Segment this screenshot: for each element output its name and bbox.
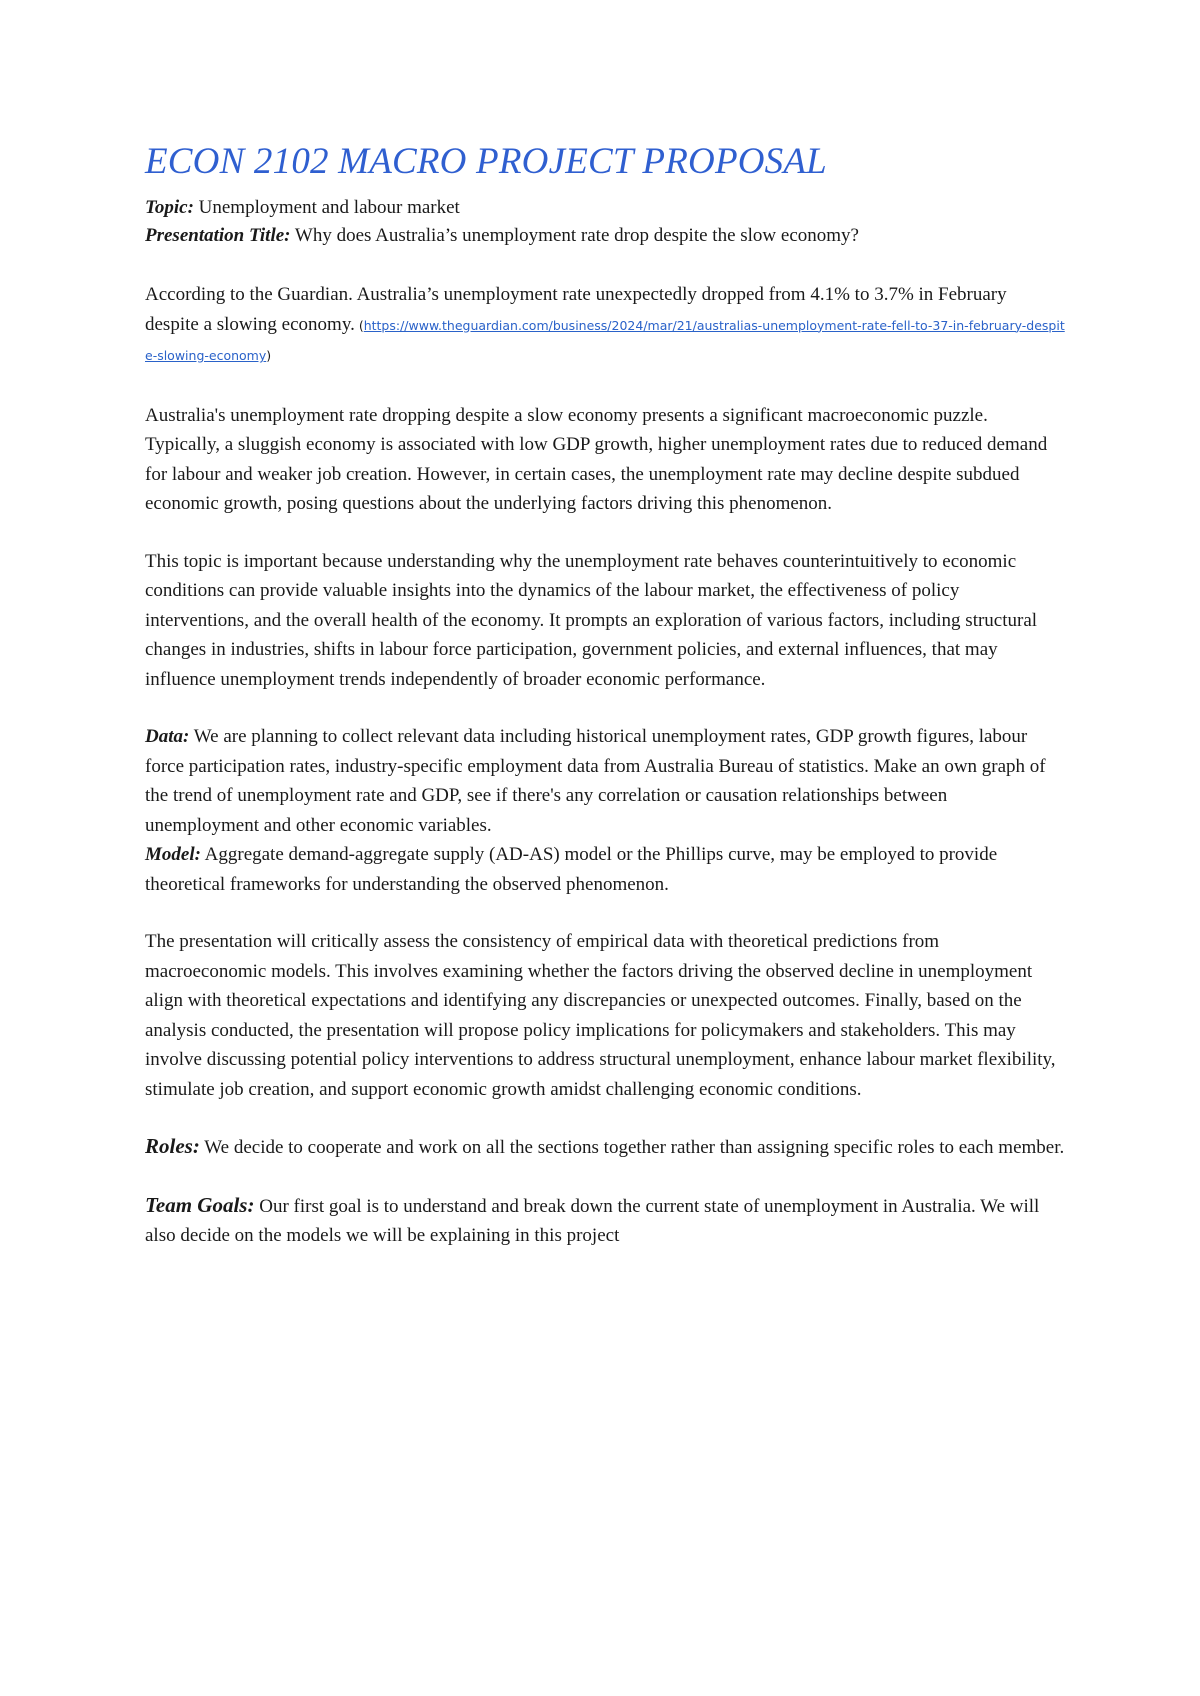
data-paragraph [145, 722, 1065, 840]
roles-label: Roles: [145, 1134, 200, 1158]
importance-paragraph: This topic is important because understanding why the unemployment rate behaves counterintuitively to economic conditions can provide valuable insights into the dynamics of the labour market, the effectiveness of policy interventions, and the overall health of the economy. It prompts an exploration of various factors, including structural changes in industries, shifts in labour force participation, government policies, and external influences, that may influence unemployment trends independently of broader economic performance. [145, 550, 1038, 690]
model-paragraph [145, 840, 1065, 899]
puzzle-paragraph: Australia's unemployment rate dropping despite a slow economy presents a significant macroeconomic puzzle. Typically, a sluggish economy is associated with low GDP growth, higher unemployment rates due to reduced demand for labour and weaker job creation. However, in certain cases, the unemployment rate may decline despite subdued economic growth, posing questions about the underlying factors driving this phenomenon. [145, 404, 1048, 514]
intro-text: According to the Guardian. Australia’s unemployment rate unexpectedly dropped from 4.1% to 3.7% in February despite a slowing economy. [145, 284, 1007, 335]
presentation-title-value: Why does Australia’s unemployment rate drop despite the slow economy? [294, 225, 859, 246]
model-text: Aggregate demand-aggregate supply (AD-AS) model or the Phillips curve, may be employed to provide theoretical frameworks for understanding the observed phenomenon. [145, 844, 998, 895]
link-close: ) [266, 348, 272, 363]
document-page [145, 140, 1065, 1251]
team-goals-text: Our first goal is to understand and break down the current state of unemployment in Australia. We will also decide on the models we will be explaining in this project [145, 1195, 1040, 1246]
presentation-title-label: Presentation Title: [145, 225, 291, 246]
data-text: We are planning to collect relevant data including historical unemployment rates, GDP growth figures, labour force participation rates, industry-specific employment data from Australia Bureau of statistics. Make an own graph of the trend of unemployment rate and GDP, see if there's any correlation or causation relationships between unemployment and other economic variables. [145, 726, 1046, 836]
data-label: Data: [145, 726, 190, 747]
link-open: ( [354, 317, 364, 333]
roles-text: We decide to cooperate and work on all the sections together rather than assigning specific roles to each member. [199, 1137, 1065, 1158]
assessment-paragraph: The presentation will critically assess the consistency of empirical data with theoretical predictions from macroeconomic models. This involves examining whether the factors driving the observed decline in unemployment align with theoretical expectations and identifying any discrepancies or unexpected outcomes. Finally, based on the analysis conducted, the presentation will propose policy implications for policymakers and stakeholders. This may involve discussing potential policy interventions to address structural unemployment, enhance labour market flexibility, stimulate job creation, and support economic growth amidst challenging economic conditions. [145, 931, 1056, 1100]
model-label: Model: [145, 844, 201, 865]
presentation-title-line [145, 222, 1065, 250]
roles-paragraph [145, 1132, 1065, 1163]
team-goals-paragraph [145, 1191, 1065, 1251]
topic-line [145, 194, 1065, 222]
guardian-article-link[interactable]: https://www.theguardian.com/business/2024/mar/21/australias-unemployment-rate-fell-to-37-in-february-despite-slowing-economy [145, 317, 1065, 363]
topic-value: Unemployment and labour market [198, 197, 460, 218]
document-title: ECON 2102 MACRO PROJECT PROPOSAL [145, 141, 827, 182]
team-goals-label: Team Goals: [145, 1192, 255, 1217]
topic-label: Topic: [145, 197, 194, 218]
intro-paragraph [145, 280, 1065, 371]
